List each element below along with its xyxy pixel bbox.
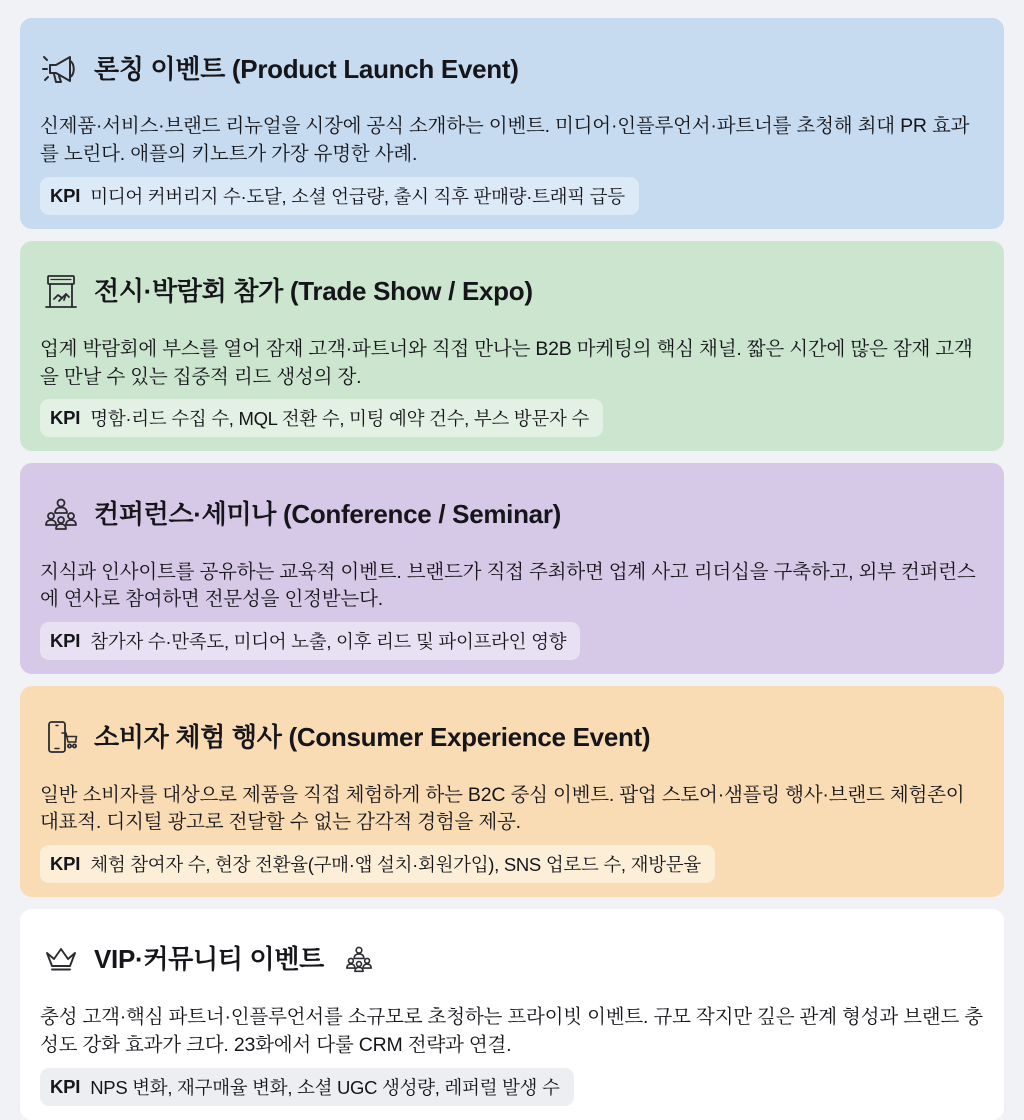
- crown-icon: [40, 939, 82, 981]
- kpi-text: NPS 변화, 재구매율 변화, 소셜 UGC 생성량, 레퍼럴 발생 수: [90, 1076, 560, 1098]
- community-group-icon: [342, 943, 376, 977]
- card-title: 전시·박람회 참가 (Trade Show / Expo): [94, 276, 533, 307]
- card-product-launch-event: [20, 18, 1004, 229]
- kpi-text: 미디어 커버리지 수·도달, 소셜 언급량, 출시 직후 판매량·트래픽 급등: [90, 185, 625, 207]
- card-description: 일반 소비자를 대상으로 제품을 직접 체험하게 하는 B2C 중심 이벤트. 팝업 스토어·샘플링 행사·브랜드 체험존이 대표적. 디지털 광고로 전달할 수 없는 감각적 경험을 제공.: [40, 783, 965, 834]
- kpi-row: [40, 399, 603, 437]
- card-description: 신제품·서비스·브랜드 리뉴얼을 시장에 공식 소개하는 이벤트. 미디어·인플루언서·파트너를 초청해 최대 PR 효과를 노린다. 애플의 키노트가 가장 유명한 사례.: [40, 115, 970, 166]
- card-title: 컨퍼런스·세미나 (Conference / Seminar): [94, 499, 562, 530]
- audience-presentation-icon: [40, 494, 82, 536]
- kpi-label: KPI: [50, 184, 81, 206]
- card-title: 소비자 체험 행사 (Consumer Experience Event): [94, 721, 651, 752]
- card-header: [40, 477, 986, 551]
- card-header: [40, 700, 986, 774]
- kpi-label: KPI: [50, 407, 81, 429]
- card-title: VIP·커뮤니티 이벤트: [94, 944, 325, 975]
- mobile-shopping-icon: [40, 716, 82, 758]
- card-conference-seminar: [20, 463, 1004, 674]
- card-vip-community-event: [20, 909, 1004, 1120]
- card-trade-show-expo: [20, 241, 1004, 452]
- card-header: [40, 923, 986, 997]
- megaphone-icon: [40, 48, 82, 90]
- kpi-row: [40, 845, 715, 883]
- kpi-text: 체험 참여자 수, 현장 전환율(구매·앱 설치·회원가입), SNS 업로드 수, 재방문율: [90, 853, 701, 875]
- kpi-label: KPI: [50, 630, 81, 652]
- kpi-row: [40, 177, 639, 215]
- card-description: 업계 박람회에 부스를 열어 잠재 고객·파트너와 직접 만나는 B2B 마케팅의 핵심 채널. 짧은 시간에 많은 잠재 고객을 만날 수 있는 집중적 리드 생성의 장.: [40, 338, 973, 388]
- card-title: 론칭 이벤트 (Product Launch Event): [94, 53, 519, 84]
- kpi-label: KPI: [50, 852, 81, 874]
- kpi-text: 참가자 수·만족도, 미디어 노출, 이후 리드 및 파이프라인 영향: [90, 631, 567, 653]
- card-description: 지식과 인사이트를 공유하는 교육적 이벤트. 브랜드가 직접 주최하면 업계 사고 리더십을 구축하고, 외부 컨퍼런스에 연사로 참여하면 전문성을 인정받는다.: [40, 560, 976, 611]
- kpi-row: [40, 1068, 574, 1106]
- booth-handshake-icon: [40, 271, 82, 313]
- kpi-label: KPI: [50, 1075, 81, 1097]
- card-header: [40, 32, 986, 106]
- kpi-text: 명함·리드 수집 수, MQL 전환 수, 미팅 예약 건수, 부스 방문자 수: [90, 408, 589, 430]
- card-description: 충성 고객·핵심 파트너·인플루언서를 소규모로 초청하는 프라이빗 이벤트. 규모 작지만 깊은 관계 형성과 브랜드 충성도 강화 효과가 크다. 23화에서 다룰 CRM 전략과 연결.: [40, 1006, 983, 1056]
- card-header: [40, 255, 986, 329]
- kpi-row: [40, 622, 580, 660]
- card-consumer-experience-event: [20, 686, 1004, 897]
